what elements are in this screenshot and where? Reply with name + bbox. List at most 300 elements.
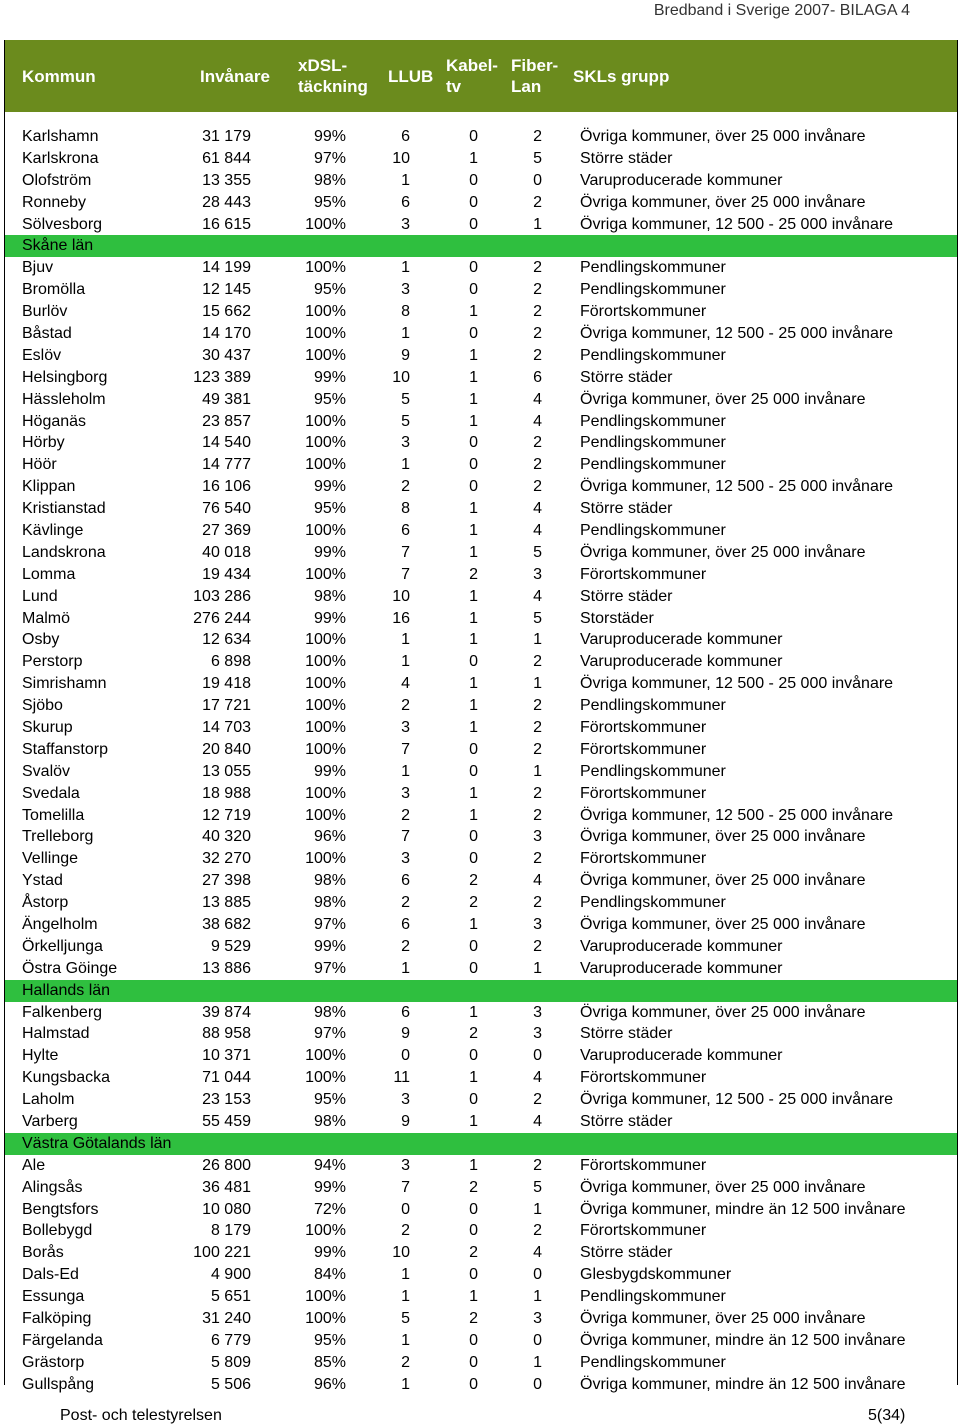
cell-skl: Varuproducerade kommuner	[580, 959, 783, 977]
cell-llub: 3	[401, 215, 410, 233]
cell-llub: 1	[401, 631, 410, 649]
cell-llub: 3	[401, 718, 410, 736]
cell-xdsl: 98%	[313, 1003, 346, 1021]
cell-fiber: 5	[533, 149, 542, 167]
cell-skl: Övriga kommuner, mindre än 12 500 invånare	[580, 1375, 906, 1393]
cell-fiber: 0	[533, 1047, 542, 1065]
table-row	[5, 476, 957, 498]
cell-xdsl: 99%	[313, 1244, 346, 1262]
cell-fiber: 2	[533, 697, 542, 715]
cell-invanare: 123 389	[193, 368, 251, 386]
cell-skl: Övriga kommuner, över 25 000 invånare	[580, 828, 866, 846]
cell-skl: Större städer	[580, 149, 673, 167]
cell-kommun: Höör	[22, 456, 57, 474]
cell-llub: 3	[401, 1156, 410, 1174]
cell-kommun: Grästorp	[22, 1353, 85, 1371]
cell-kabel: 0	[469, 127, 478, 145]
cell-xdsl: 99%	[313, 762, 346, 780]
cell-invanare: 13 886	[202, 959, 251, 977]
cell-fiber: 1	[533, 959, 542, 977]
table-row	[5, 148, 957, 170]
cell-kommun: Varberg	[22, 1113, 78, 1131]
header-xdsl-line1: xDSL-	[298, 56, 348, 75]
table-row	[5, 1308, 957, 1330]
header-invanare: Invånare	[200, 66, 270, 86]
cell-invanare: 61 844	[202, 149, 251, 167]
table-row	[5, 279, 957, 301]
cell-xdsl: 95%	[313, 281, 346, 299]
cell-llub: 8	[401, 303, 410, 321]
cell-llub: 9	[401, 1113, 410, 1131]
cell-xdsl: 98%	[313, 1113, 346, 1131]
cell-kabel: 1	[469, 1113, 478, 1131]
cell-fiber: 2	[533, 653, 542, 671]
cell-llub: 2	[401, 478, 410, 496]
cell-fiber: 1	[533, 675, 542, 693]
cell-llub: 7	[401, 828, 410, 846]
region-label: Västra Götalands län	[22, 1134, 172, 1152]
cell-llub: 6	[401, 193, 410, 211]
cell-kommun: Bjuv	[22, 259, 54, 277]
cell-xdsl: 99%	[313, 609, 346, 627]
cell-xdsl: 100%	[305, 565, 346, 583]
cell-kabel: 1	[469, 609, 478, 627]
cell-invanare: 14 777	[202, 456, 251, 474]
cell-xdsl: 97%	[313, 916, 346, 933]
cell-llub: 10	[392, 1244, 410, 1262]
table-row	[5, 170, 957, 192]
cell-kabel: 2	[469, 565, 478, 583]
cell-fiber: 5	[533, 609, 542, 627]
table-row	[5, 1045, 957, 1067]
cell-invanare: 23 857	[202, 412, 251, 430]
cell-skl: Övriga kommuner, över 25 000 invånare	[580, 1003, 866, 1021]
cell-invanare: 100 221	[193, 1244, 251, 1262]
cell-llub: 0	[401, 1200, 410, 1218]
header-kommun: Kommun	[22, 66, 96, 86]
cell-fiber: 3	[533, 1003, 542, 1021]
cell-invanare: 13 885	[202, 894, 251, 912]
cell-fiber: 0	[533, 1266, 542, 1284]
cell-kommun: Båstad	[22, 324, 72, 342]
cell-xdsl: 100%	[305, 303, 346, 321]
cell-xdsl: 100%	[305, 1310, 346, 1328]
table-row	[5, 1221, 957, 1243]
cell-kommun: Alingsås	[22, 1178, 83, 1196]
cell-kabel: 0	[469, 740, 478, 758]
cell-kommun: Ystad	[22, 872, 63, 890]
cell-kabel: 0	[469, 324, 478, 342]
cell-invanare: 49 381	[202, 390, 251, 408]
cell-skl: Övriga kommuner, 12 500 - 25 000 invånare	[580, 324, 894, 342]
table-row	[5, 454, 957, 476]
cell-llub: 6	[401, 1003, 410, 1021]
cell-kabel: 1	[469, 1003, 478, 1021]
cell-invanare: 9 529	[210, 937, 251, 955]
cell-kabel: 1	[469, 916, 478, 933]
table-row	[5, 1111, 957, 1133]
cell-llub: 1	[401, 324, 410, 342]
region-label: Skåne län	[22, 237, 94, 255]
cell-xdsl: 99%	[313, 127, 346, 145]
cell-invanare: 14 540	[202, 434, 251, 452]
cell-xdsl: 100%	[305, 456, 346, 474]
cell-kabel: 1	[469, 1156, 478, 1174]
cell-kommun: Sjöbo	[22, 697, 63, 715]
cell-llub: 7	[401, 740, 410, 758]
cell-kabel: 1	[469, 697, 478, 715]
cell-kabel: 1	[469, 675, 478, 693]
cell-llub: 2	[401, 894, 410, 912]
cell-skl: Pendlingskommuner	[580, 521, 726, 539]
cell-invanare: 13 055	[202, 762, 251, 780]
cell-fiber: 4	[533, 872, 542, 890]
cell-llub: 3	[401, 434, 410, 452]
cell-invanare: 6 779	[210, 1331, 251, 1349]
cell-llub: 1	[401, 1375, 410, 1393]
cell-invanare: 40 018	[202, 543, 251, 561]
cell-invanare: 55 459	[202, 1113, 251, 1131]
cell-xdsl: 100%	[305, 324, 346, 342]
cell-invanare: 8 179	[210, 1222, 251, 1240]
table-row	[5, 432, 957, 454]
table-row	[5, 411, 957, 433]
cell-xdsl: 100%	[305, 434, 346, 452]
cell-fiber: 3	[533, 1025, 542, 1043]
table-row	[5, 564, 957, 586]
header-kabel	[446, 55, 511, 97]
cell-kommun: Ängelholm	[22, 916, 98, 933]
cell-fiber: 2	[533, 740, 542, 758]
cell-fiber: 2	[533, 127, 542, 145]
cell-xdsl: 100%	[305, 521, 346, 539]
cell-xdsl: 99%	[313, 478, 346, 496]
cell-kommun: Hässleholm	[22, 390, 106, 408]
cell-skl: Pendlingskommuner	[580, 412, 726, 430]
cell-kabel: 2	[469, 1178, 478, 1196]
cell-kommun: Svedala	[22, 784, 80, 802]
cell-kabel: 0	[469, 1047, 478, 1065]
cell-kommun: Kristianstad	[22, 500, 106, 518]
cell-invanare: 71 044	[202, 1069, 251, 1087]
cell-llub: 0	[401, 1047, 410, 1065]
cell-xdsl: 95%	[313, 1331, 346, 1349]
cell-xdsl: 72%	[313, 1200, 346, 1218]
cell-invanare: 12 719	[202, 806, 251, 824]
cell-invanare: 14 170	[202, 324, 251, 342]
cell-kabel: 1	[469, 806, 478, 824]
cell-llub: 2	[401, 806, 410, 824]
header-fiber	[511, 55, 573, 97]
cell-skl: Förortskommuner	[580, 303, 707, 321]
cell-xdsl: 100%	[305, 697, 346, 715]
cell-kommun: Borås	[22, 1244, 64, 1262]
region-label: Hallands län	[22, 981, 111, 999]
cell-fiber: 1	[533, 1200, 542, 1218]
cell-xdsl: 94%	[313, 1156, 346, 1174]
table-row	[5, 739, 957, 761]
header-fiber-line1: Fiber-	[511, 56, 559, 75]
cell-xdsl: 100%	[305, 675, 346, 693]
cell-kabel: 1	[469, 368, 478, 386]
cell-xdsl: 100%	[305, 653, 346, 671]
cell-kabel: 0	[469, 828, 478, 846]
table-row	[5, 542, 957, 564]
table-row	[5, 192, 957, 214]
table-row	[5, 717, 957, 739]
cell-skl: Övriga kommuner, över 25 000 invånare	[580, 916, 866, 933]
cell-skl: Förortskommuner	[580, 850, 707, 868]
cell-skl: Pendlingskommuner	[580, 346, 726, 364]
cell-fiber: 3	[533, 916, 542, 933]
cell-kommun: Bollebygd	[22, 1222, 93, 1240]
cell-fiber: 2	[533, 434, 542, 452]
cell-llub: 1	[401, 1288, 410, 1306]
cell-llub: 1	[401, 456, 410, 474]
cell-kabel: 0	[469, 281, 478, 299]
cell-skl: Förortskommuner	[580, 1222, 707, 1240]
cell-kabel: 2	[469, 872, 478, 890]
table-row	[5, 1155, 957, 1177]
cell-xdsl: 99%	[313, 1178, 346, 1196]
cell-xdsl: 95%	[313, 390, 346, 408]
cell-llub: 10	[392, 149, 410, 167]
table-row	[5, 805, 957, 827]
table-row	[5, 389, 957, 411]
cell-skl: Pendlingskommuner	[580, 434, 726, 452]
cell-invanare: 38 682	[202, 916, 251, 933]
cell-skl: Pendlingskommuner	[580, 281, 726, 299]
cell-xdsl: 98%	[313, 872, 346, 890]
cell-invanare: 19 418	[202, 675, 251, 693]
cell-skl: Övriga kommuner, över 25 000 invånare	[580, 127, 866, 145]
header-llub: LLUB	[388, 66, 434, 86]
cell-fiber: 4	[533, 500, 542, 518]
cell-kommun: Åstorp	[22, 894, 69, 912]
cell-skl: Större städer	[580, 1113, 673, 1131]
cell-kabel: 1	[469, 390, 478, 408]
cell-invanare: 23 153	[202, 1091, 251, 1109]
cell-kommun: Karlskrona	[22, 149, 99, 167]
cell-invanare: 12 145	[202, 281, 251, 299]
cell-llub: 10	[392, 368, 410, 386]
cell-fiber: 2	[533, 894, 542, 912]
cell-llub: 6	[401, 916, 410, 933]
cell-kommun: Bengtsfors	[22, 1200, 99, 1218]
cell-xdsl: 100%	[305, 215, 346, 233]
cell-fiber: 5	[533, 1178, 542, 1196]
cell-skl: Pendlingskommuner	[580, 1353, 726, 1371]
table-row	[5, 345, 957, 367]
table-row	[5, 1352, 957, 1374]
cell-skl: Pendlingskommuner	[580, 1288, 726, 1306]
cell-llub: 1	[401, 259, 410, 277]
cell-skl: Övriga kommuner, över 25 000 invånare	[580, 872, 866, 890]
cell-fiber: 1	[533, 215, 542, 233]
cell-xdsl: 100%	[305, 631, 346, 649]
cell-llub: 1	[401, 1266, 410, 1284]
cell-xdsl: 98%	[313, 171, 346, 189]
cell-invanare: 13 355	[202, 171, 251, 189]
cell-skl: Storstäder	[580, 609, 654, 627]
cell-skl: Förortskommuner	[580, 718, 707, 736]
cell-kabel: 0	[469, 171, 478, 189]
cell-skl: Övriga kommuner, över 25 000 invånare	[580, 390, 866, 408]
cell-fiber: 2	[533, 324, 542, 342]
cell-xdsl: 100%	[305, 346, 346, 364]
cell-fiber: 5	[533, 543, 542, 561]
cell-xdsl: 98%	[313, 894, 346, 912]
cell-kabel: 1	[469, 303, 478, 321]
cell-fiber: 2	[533, 718, 542, 736]
table-body	[5, 126, 957, 1396]
cell-llub: 1	[401, 762, 410, 780]
cell-kommun: Falkenberg	[22, 1003, 103, 1021]
cell-xdsl: 95%	[313, 193, 346, 211]
table-row	[5, 761, 957, 783]
cell-llub: 4	[401, 675, 410, 693]
cell-xdsl: 100%	[305, 259, 346, 277]
cell-skl: Varuproducerade kommuner	[580, 171, 783, 189]
cell-skl: Varuproducerade kommuner	[580, 937, 783, 955]
cell-kommun: Laholm	[22, 1091, 75, 1109]
cell-llub: 5	[401, 412, 410, 430]
table-row	[5, 1177, 957, 1199]
cell-kabel: 0	[469, 762, 478, 780]
cell-fiber: 1	[533, 762, 542, 780]
table-header	[5, 40, 957, 112]
cell-fiber: 2	[533, 281, 542, 299]
cell-kabel: 2	[469, 1310, 478, 1328]
table-row	[5, 1264, 957, 1286]
header-skl: SKLs grupp	[573, 66, 670, 86]
cell-invanare: 10 371	[202, 1047, 251, 1065]
cell-llub: 9	[401, 346, 410, 364]
cell-skl: Övriga kommuner, mindre än 12 500 invånare	[580, 1331, 906, 1349]
cell-skl: Pendlingskommuner	[580, 762, 726, 780]
cell-fiber: 2	[533, 193, 542, 211]
cell-xdsl: 100%	[305, 718, 346, 736]
cell-fiber: 3	[533, 565, 542, 583]
cell-kabel: 0	[469, 937, 478, 955]
cell-kommun: Färgelanda	[22, 1331, 103, 1349]
cell-kabel: 1	[469, 412, 478, 430]
cell-fiber: 2	[533, 937, 542, 955]
cell-llub: 6	[401, 127, 410, 145]
cell-kabel: 0	[469, 1353, 478, 1371]
cell-skl: Förortskommuner	[580, 1156, 707, 1174]
cell-xdsl: 95%	[313, 1091, 346, 1109]
cell-kommun: Östra Göinge	[22, 959, 118, 977]
cell-fiber: 2	[533, 259, 542, 277]
cell-kabel: 1	[469, 1288, 478, 1306]
cell-llub: 10	[392, 587, 410, 605]
cell-kabel: 2	[469, 1025, 478, 1043]
table-row	[5, 827, 957, 849]
cell-skl: Varuproducerade kommuner	[580, 631, 783, 649]
cell-fiber: 4	[533, 1113, 542, 1131]
region-row	[5, 1133, 957, 1155]
cell-kabel: 1	[469, 346, 478, 364]
cell-kommun: Olofström	[22, 171, 92, 189]
cell-invanare: 14 199	[202, 259, 251, 277]
cell-kommun: Halmstad	[22, 1025, 90, 1043]
cell-kommun: Ronneby	[22, 193, 87, 211]
table-row	[5, 1067, 957, 1089]
header-xdsl	[298, 55, 388, 97]
cell-llub: 5	[401, 1310, 410, 1328]
cell-skl: Övriga kommuner, 12 500 - 25 000 invånare	[580, 215, 894, 233]
cell-kabel: 1	[469, 521, 478, 539]
header-xdsl-line2: täckning	[298, 77, 368, 96]
cell-fiber: 2	[533, 1091, 542, 1109]
cell-kabel: 1	[469, 784, 478, 802]
cell-xdsl: 99%	[313, 543, 346, 561]
cell-skl: Förortskommuner	[580, 565, 707, 583]
cell-invanare: 40 320	[202, 828, 251, 846]
cell-invanare: 31 240	[202, 1310, 251, 1328]
cell-kommun: Ale	[22, 1156, 46, 1174]
cell-skl: Pendlingskommuner	[580, 894, 726, 912]
cell-invanare: 26 800	[202, 1156, 251, 1174]
cell-skl: Större städer	[580, 1025, 673, 1043]
table-row	[5, 126, 957, 148]
cell-invanare: 10 080	[202, 1200, 251, 1218]
cell-llub: 3	[401, 784, 410, 802]
table-row	[5, 870, 957, 892]
table-row	[5, 1242, 957, 1264]
cell-kabel: 0	[469, 456, 478, 474]
cell-skl: Större städer	[580, 500, 673, 518]
cell-skl: Större städer	[580, 368, 673, 386]
footer-publisher: Post- och telestyrelsen	[60, 1407, 222, 1424]
header-gap	[5, 112, 957, 126]
cell-fiber: 2	[533, 303, 542, 321]
cell-xdsl: 99%	[313, 937, 346, 955]
cell-kabel: 1	[469, 718, 478, 736]
cell-kommun: Höganäs	[22, 412, 87, 430]
cell-kabel: 0	[469, 850, 478, 868]
cell-invanare: 28 443	[202, 193, 251, 211]
cell-llub: 9	[401, 1025, 410, 1043]
cell-kommun: Essunga	[22, 1288, 85, 1306]
cell-xdsl: 100%	[305, 850, 346, 868]
cell-invanare: 4 900	[210, 1266, 251, 1284]
cell-skl: Övriga kommuner, 12 500 - 25 000 invånare	[580, 806, 894, 824]
table-row	[5, 520, 957, 542]
cell-xdsl: 84%	[313, 1266, 346, 1284]
cell-fiber: 2	[533, 346, 542, 364]
cell-kommun: Sölvesborg	[22, 215, 103, 233]
cell-llub: 16	[392, 609, 410, 627]
cell-fiber: 4	[533, 587, 542, 605]
cell-xdsl: 100%	[305, 740, 346, 758]
cell-skl: Övriga kommuner, över 25 000 invånare	[580, 543, 866, 561]
cell-xdsl: 100%	[305, 784, 346, 802]
cell-kommun: Hylte	[22, 1047, 59, 1065]
cell-llub: 2	[401, 1222, 410, 1240]
cell-skl: Förortskommuner	[580, 1069, 707, 1087]
cell-kabel: 0	[469, 959, 478, 977]
table-row	[5, 695, 957, 717]
cell-xdsl: 96%	[313, 828, 346, 846]
cell-kommun: Landskrona	[22, 543, 106, 561]
cell-fiber: 4	[533, 390, 542, 408]
cell-fiber: 0	[533, 1331, 542, 1349]
cell-llub: 7	[401, 543, 410, 561]
cell-kommun: Lund	[22, 587, 58, 605]
cell-invanare: 27 369	[202, 521, 251, 539]
